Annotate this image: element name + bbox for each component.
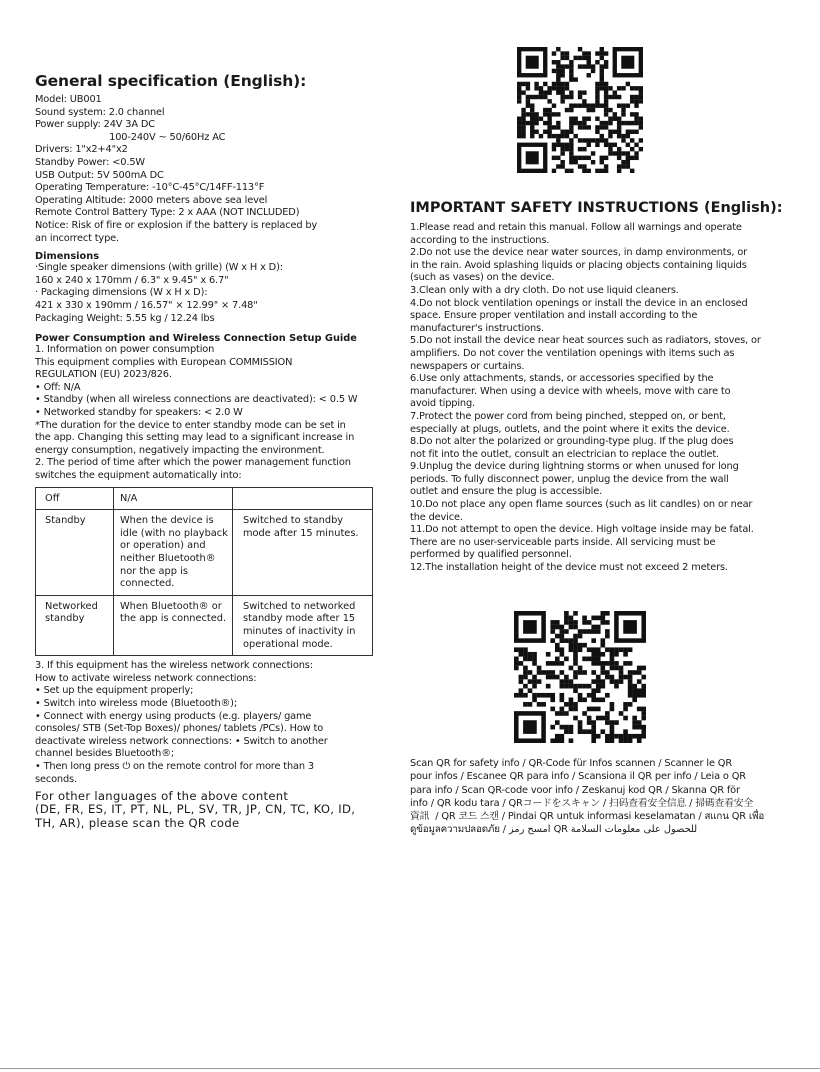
wireless-line: 3. If this equipment has the wireless network connections: xyxy=(35,660,313,672)
safety-title: IMPORTANT SAFETY INSTRUCTIONS (English): xyxy=(410,200,783,216)
qr-text-line: info / QR kodu tara / QRコードをスキャン / 扫码查看安全信息 / 掃碼查看安全 xyxy=(410,797,754,809)
safety-line: newspapers or curtains. xyxy=(410,360,525,372)
safety-line: manufacturer. When using a device with wheels, move with care to xyxy=(410,385,731,397)
safety-line: 9.Unplug the device during lightning storms or when unused for long xyxy=(410,461,739,473)
safety-line: 6.Use only attachments, stands, or accessories specified by the xyxy=(410,373,714,385)
table-cell: Standby xyxy=(36,510,114,596)
safety-line: manufacturer's instructions. xyxy=(410,322,544,334)
power-line: switches the equipment automatically into: xyxy=(35,470,242,482)
table-row xyxy=(36,510,373,596)
wireless-line: • Then long press ⏻ on the remote control for more than 3 xyxy=(35,760,315,772)
safety-line: 10.Do not place any open flame sources (such as lit candles) on or near xyxy=(410,499,753,511)
dimensions-line: Packaging Weight: 5.55 kg / 12.24 lbs xyxy=(35,312,215,324)
safety-line: performed by qualified personnel. xyxy=(410,549,572,561)
table-cell xyxy=(233,487,373,510)
power-line: 2. The period of time after which the power management function xyxy=(35,457,351,469)
power-line: • Networked standby for speakers: < 2.0 W xyxy=(35,407,243,419)
safety-line: according to the instructions. xyxy=(410,234,550,246)
table-cell: When Bluetooth® or the app is connected. xyxy=(114,595,233,655)
qr-text-line: pour infos / Escanee QR para info / Scansiona il QR per info / Leia o QR xyxy=(410,771,746,783)
table-row xyxy=(36,487,373,510)
spec-line: an incorrect type. xyxy=(35,232,119,244)
power-line: 1. Information on power consumption xyxy=(35,344,215,356)
spec-line: Operating Altitude: 2000 meters above sea level xyxy=(35,194,268,206)
qr-text-line: Scan QR for safety info / QR-Code für Infos scannen / Scanner le QR xyxy=(410,758,733,769)
spec-line: Standby Power: <0.5W xyxy=(35,156,145,168)
table-cell: Switched to networked standby mode after 15 minutes of inactivity in operational mode. xyxy=(233,595,373,655)
table-cell: Off xyxy=(36,487,114,510)
spec-list xyxy=(35,94,387,245)
spec-line: Power supply: 24V 3A DC xyxy=(35,119,155,131)
safety-line: in the rain. Avoid splashing liquids or placing objects containing liquids xyxy=(410,259,747,271)
safety-line: the device. xyxy=(410,511,463,523)
table-cell: Switched to standby mode after 15 minutes. xyxy=(233,510,373,596)
spec-line: Model: UB001 xyxy=(35,94,102,105)
safety-line: There are no user-serviceable parts inside. All servicing must be xyxy=(410,536,716,548)
qr-text-line: ดูข้อมูลความปลอดภัย / امسح رمز QR للحصول على معلومات السلامة xyxy=(410,824,698,836)
safety-line: space. Ensure proper ventilation and install according to the xyxy=(410,310,698,322)
safety-line: (such as vases) on the device. xyxy=(410,272,555,284)
wireless-line: • Switch into wireless mode (Bluetooth®); xyxy=(35,697,237,709)
spec-line: USB Output: 5V 500mA DC xyxy=(35,169,164,181)
table-row xyxy=(36,595,373,655)
spec-line: Remote Control Battery Type: 2 x AAA (NOT INCLUDED) xyxy=(35,207,300,219)
safety-line: 2.Do not use the device near water sources, in damp environments, or xyxy=(410,247,748,259)
safety-line: not fit into the outlet, consult an electrician to replace the outlet. xyxy=(410,448,720,460)
safety-line: 11.Do not attempt to open the device. High voltage inside may be fatal. xyxy=(410,524,754,536)
standby-table xyxy=(35,487,373,657)
safety-line: 5.Do not install the device near heat sources such as radiators, stoves, or xyxy=(410,335,761,347)
spec-title: General specification (English): xyxy=(35,72,307,90)
qr-text-line: para info / Scan QR-code voor info / Zeskanuj kod QR / Skanna QR för xyxy=(410,784,740,796)
safety-line: amplifiers. Do not cover the ventilation openings with items such as xyxy=(410,347,735,359)
wireless-line: deactivate wireless network connections: • Switch to another xyxy=(35,735,328,747)
power-line: This equipment complies with European COMMISSION xyxy=(35,356,293,368)
wireless-line: consoles/ STB (Set-Top Boxes)/ phones/ tablets /PCs). How to xyxy=(35,723,324,735)
table-cell: When the device is idle (with no playback or operation) and neither Bluetooth® nor the app is connected. xyxy=(114,510,233,596)
safety-line: 7.Protect the power cord from being pinched, stepped on, or bent, xyxy=(410,410,726,422)
other-languages-line: (DE, FR, ES, IT, PT, NL, PL, SV, TR, JP, CN, TC, KO, ID, xyxy=(35,802,356,817)
dimensions-line: ·Single speaker dimensions (with grille) (W x H x D): xyxy=(35,262,283,274)
power-line: *The duration for the device to enter standby mode can be set in xyxy=(35,419,346,431)
spec-line: Notice: Risk of fire or explosion if the battery is replaced by xyxy=(35,219,318,231)
left-column xyxy=(35,72,387,830)
power-line: • Standby (when all wireless connections are deactivated): < 0.5 W xyxy=(35,394,358,406)
wireless-line: • Connect with energy using products (e.g. players/ game xyxy=(35,710,312,722)
power-line: • Off: N/A xyxy=(35,381,81,393)
power-line: REGULATION (EU) 2023/826. xyxy=(35,369,172,381)
spec-line: Operating Temperature: -10°C-45°C/14FF-113°F xyxy=(35,182,265,194)
safety-line: periods. To fully disconnect power, unplug the device from the wall xyxy=(410,473,729,485)
spec-line: 100-240V ~ 50/60Hz AC xyxy=(35,131,226,143)
bottom-rule xyxy=(0,1068,820,1069)
dimensions-title: Dimensions xyxy=(35,251,100,263)
wireless-line: seconds. xyxy=(35,773,77,785)
safety-line: especially at plugs, outlets, and the point where it exits the device. xyxy=(410,423,730,435)
safety-line: 3.Clean only with a dry cloth. Do not use liquid cleaners. xyxy=(410,284,679,296)
safety-line: 8.Do not alter the polarized or grounding-type plug. If the plug does xyxy=(410,436,734,448)
power-line: energy consumption, negatively impacting the environment. xyxy=(35,444,325,456)
qr-instructions xyxy=(410,757,790,837)
safety-line: 12.The installation height of the device must not exceed 2 meters. xyxy=(410,562,728,574)
dimensions-line: 421 x 330 x 190mm / 16.57" × 12.99" × 7.48" xyxy=(35,299,258,311)
other-languages-line: For other languages of the above content xyxy=(35,789,289,804)
power-title: Power Consumption and Wireless Connection Setup Guide xyxy=(35,333,357,345)
safety-line: avoid tipping. xyxy=(410,398,476,410)
table-cell: Networked standby xyxy=(36,595,114,655)
wireless-line: How to activate wireless network connections: xyxy=(35,672,257,684)
wireless-line: • Set up the equipment properly; xyxy=(35,685,194,697)
qr-text-line: 資訊 / QR 코드 스캔 / Pindai QR untuk informasi keselamatan / สแกน QR เพื่อ xyxy=(410,811,765,823)
power-line: the app. Changing this setting may lead to a significant increase in xyxy=(35,432,355,444)
wireless-line: channel besides Bluetooth®; xyxy=(35,748,175,760)
safety-line: 1.Please read and retain this manual. Follow all warnings and operate xyxy=(410,222,742,233)
safety-line: 4.Do not block ventilation openings or install the device in an enclosed xyxy=(410,297,748,309)
qr-code-bottom xyxy=(514,611,646,743)
table-cell: N/A xyxy=(114,487,233,510)
spec-line: Drivers: 1"x2+4"x2 xyxy=(35,144,128,156)
other-languages-line: TH, AR), please scan the QR code xyxy=(35,815,240,830)
safety-line: outlet and ensure the plug is accessible. xyxy=(410,486,603,498)
dimensions-line: · Packaging dimensions (W x H x D): xyxy=(35,287,208,299)
dimensions-line: 160 x 240 x 170mm / 6.3" x 9.45" x 6.7" xyxy=(35,274,229,286)
qr-code-top xyxy=(517,47,643,173)
spec-line: Sound system: 2.0 channel xyxy=(35,106,165,118)
right-column xyxy=(410,200,790,575)
